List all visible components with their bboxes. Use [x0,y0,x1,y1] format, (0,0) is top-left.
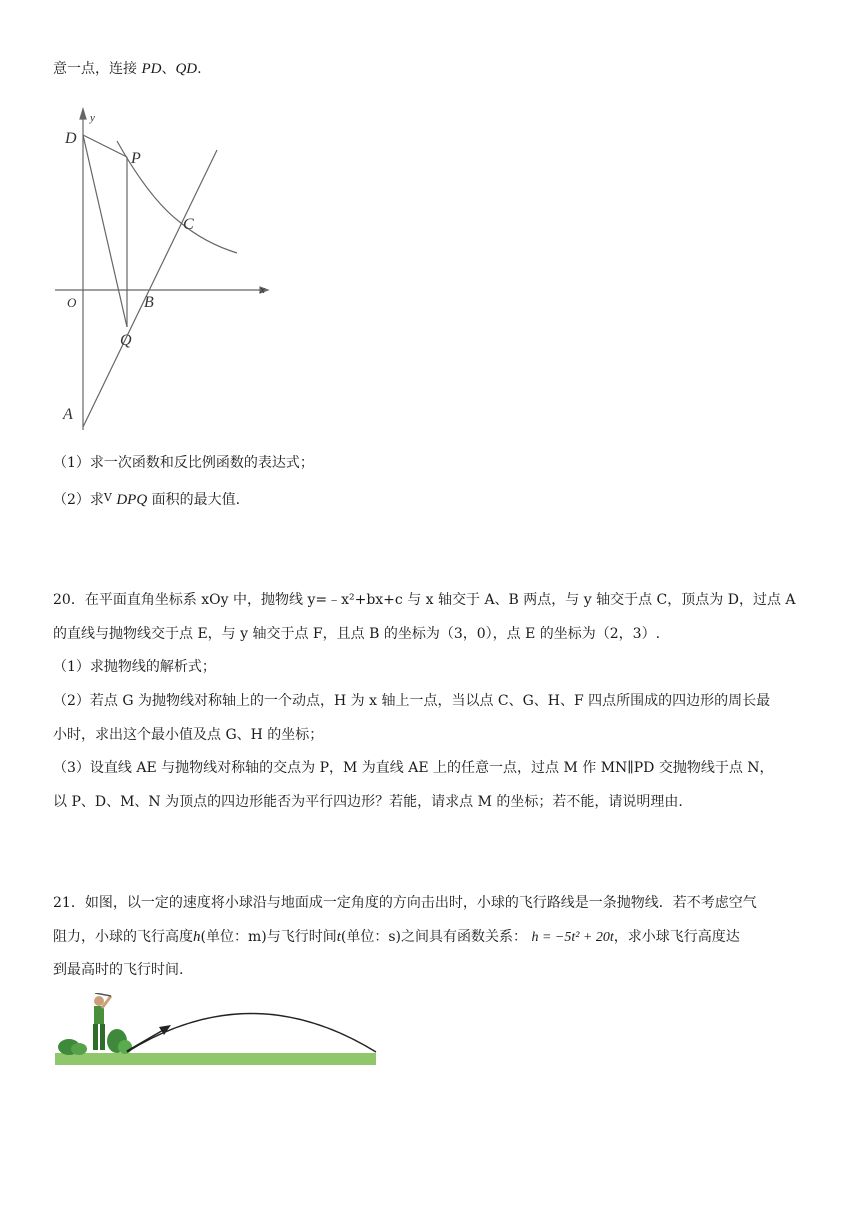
label-C: C [183,216,194,233]
q19-part2 [53,488,240,510]
q21-var-t: t [336,929,341,945]
q20-part1: （1）求抛物线的解析式； [53,659,216,675]
q21-formula: h = −5t² + 20t [531,930,614,945]
q20-part3-line2: 以 P、D、M、N 为顶点的四边形能否为平行四边形？若能，请求点 M 的坐标；若不能，请说明理由. [53,794,683,810]
ball-trajectory [127,1014,376,1053]
label-D: D [65,130,77,147]
label-y: y [90,112,95,124]
q20-part2-line1: （2）若点 G 为抛物线对称轴上的一个动点，H 为 x 轴上一点，当以点 C、G、H、F 四点所围成的四边形的周长最 [53,693,771,709]
label-O: O [67,295,77,310]
q19-part1: （1）求一次函数和反比例函数的表达式； [53,455,314,471]
q21-line2-a: 阻力，小球的飞行高度 [53,929,193,945]
label-Q: Q [120,332,132,349]
triangle-symbol: V [103,491,112,504]
bush-right-2 [118,1040,132,1054]
q21-line1: 21．如图，以一定的速度将小球沿与地面成一定角度的方向击出时，小球的飞行路线是一条抛物线．若不考虑空气 [53,895,757,911]
golf-trajectory-figure [55,993,380,1068]
q19-coordinate-figure [55,105,285,435]
q19-intro-end: . [197,61,202,77]
label-B: B [144,294,154,311]
launch-arrow [127,1029,165,1051]
q21-line2-b: (单位：m)与飞行时间 [200,929,337,945]
q19-intro-qd: QD [175,61,198,77]
y-axis-arrow [80,109,86,119]
q21-line2-c: (单位：s)之间具有函数关系： [340,929,527,945]
q19-intro-text: 意一点，连接 [53,61,137,77]
ground-strip [55,1053,376,1065]
q20-part3-line1: （3）设直线 AE 与抛物线对称轴的交点为 P，M 为直线 AE 上的任意一点，过点 M 作 MN∥PD 交抛物线于点 N， [53,760,774,776]
q21-var-h: h [193,929,201,945]
segment-dq [83,135,127,327]
q21-line2 [53,927,740,948]
q20-part2-line2: 小时，求出这个最小值及点 G、H 的坐标； [53,727,324,743]
q19-intro [53,59,202,79]
q19-part2-math: DPQ [116,492,148,508]
q19-intro-pd: PD [141,61,162,77]
q20-line2: 的直线与抛物线交于点 E，与 y 轴交于点 F，且点 B 的坐标为（3，0），点 E 的坐标为（2，3）. [53,626,661,642]
q19-part2-prefix: （2）求 [53,492,104,508]
label-P: P [131,150,141,167]
q21-line2-d: ，求小球飞行高度达 [613,929,740,945]
q19-part2-suffix: 面积的最大值. [151,492,241,508]
label-A: A [63,406,73,423]
q21-line3: 到最高时的飞行时间. [53,962,184,978]
q19-intro-sep: 、 [161,61,176,77]
label-x: x [260,284,265,296]
bush-left-2 [71,1043,87,1055]
q20-line1: 20．在平面直角坐标系 xOy 中，抛物线 y=﹣x²+bx+c 与 x 轴交于 A、B 两点，与 y 轴交于点 C，顶点为 D，过点 A [53,592,796,608]
